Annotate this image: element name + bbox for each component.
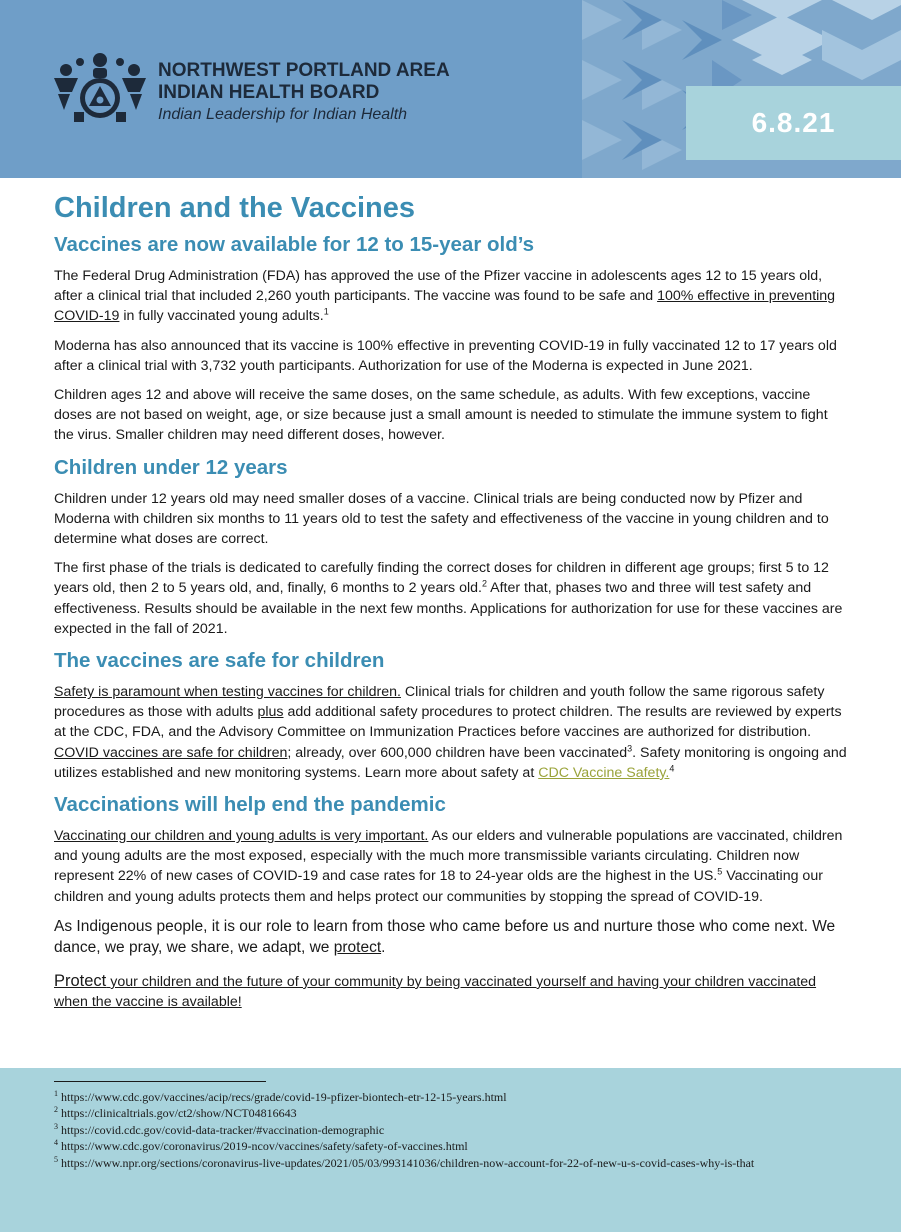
section-heading-availability: Vaccines are now available for 12 to 15-year old’s <box>54 233 535 256</box>
footnote-list <box>54 1089 884 1171</box>
text-span: . Safety monitoring is ongoing and utilizes established and new monitoring systems. Learn more about safety at <box>54 744 847 781</box>
paragraph-doses: Children ages 12 and above will receive the same doses, on the same schedule, as adults. With few exceptions, vaccine doses are not based on weight, age, or size because just a small amount is needed to stimulate the immune system to fight the virus. Smaller children may need different doses, however. <box>54 387 828 444</box>
org-name-line1: NORTHWEST PORTLAND AREA <box>158 60 450 81</box>
footnote-5[interactable] <box>54 1155 884 1171</box>
protect-word: Protect <box>54 971 107 990</box>
paragraph-pfizer-approval <box>54 266 850 327</box>
paragraph-trial-phases <box>54 558 850 639</box>
footnote-ref-5[interactable]: 5 <box>717 866 723 877</box>
footnote-1[interactable] <box>54 1089 884 1105</box>
paragraph-safety <box>54 682 850 783</box>
header-banner <box>0 0 901 178</box>
footnote-ref-2[interactable]: 2 <box>481 578 487 589</box>
footnote-ref-4[interactable]: 4 <box>669 763 675 774</box>
organization-name-block <box>158 60 450 126</box>
footnote-number: 1 <box>54 1089 58 1098</box>
page-title: Children and the Vaccines <box>54 192 415 224</box>
underlined-text: protect <box>333 939 382 957</box>
footnote-ref-1[interactable]: 1 <box>323 306 329 317</box>
footnote-number: 4 <box>54 1138 58 1148</box>
section-heading-end-pandemic: Vaccinations will help end the pandemic <box>54 793 446 817</box>
footnote-url[interactable]: https://covid.cdc.gov/covid-data-tracker/#vaccination-demographic <box>58 1122 385 1137</box>
text-span: in fully vaccinated young adults. <box>119 308 324 325</box>
paragraph-protect-call-to-action <box>54 971 850 1012</box>
footnote-url[interactable]: https://www.cdc.gov/coronavirus/2019-ncov/vaccines/safety/safety-of-vaccines.html <box>58 1139 468 1154</box>
footnote-number: 3 <box>54 1121 58 1131</box>
issue-date: 6.8.21 <box>751 107 836 138</box>
footnotes-panel <box>0 1068 901 1232</box>
org-name-line2: INDIAN HEALTH BOARD <box>158 82 380 103</box>
footnote-url[interactable]: https://www.npr.org/sections/coronavirus-live-updates/2021/05/03/993141036/children-now-account-for-22-of-new-u-s-covid-cases-why-is-that <box>58 1155 755 1170</box>
text-span: After that, phases two and three will test safety and effectiveness. Results should be available in the next few months. Applications for authorization for use for these vaccines are expected in the fall of 2021. <box>54 580 843 637</box>
paragraph-indigenous-role <box>54 916 850 959</box>
footnote-number: 2 <box>54 1105 58 1115</box>
text-span: Vaccinating our children and young adults protects them and helps protect our communities by stopping the spread of COVID-19. <box>54 868 823 905</box>
footnote-number: 5 <box>54 1154 58 1164</box>
text-span: . <box>381 939 386 957</box>
date-box <box>686 86 901 160</box>
section-heading-under-12: Children under 12 years <box>54 455 288 479</box>
footnote-url[interactable]: https://www.cdc.gov/vaccines/acip/recs/grade/covid-19-pfizer-biontech-etr-12-15-years.html <box>58 1090 507 1104</box>
underlined-text: Safety is paramount when testing vaccines for children. <box>54 684 401 701</box>
underlined-text: Vaccinating our children and young adults is very important. <box>54 828 429 845</box>
text-span: Clinical trials for children and youth follow the same rigorous safety procedures as those with adults <box>54 684 825 721</box>
footnote-divider <box>54 1081 266 1082</box>
org-tagline: Indian Leadership for Indian Health <box>158 106 408 123</box>
underlined-text: COVID vaccines are safe for children <box>54 744 288 761</box>
text-span: As our elders and vulnerable populations are vaccinated, children and young adults are the most exposed, especially with the much more transmissible variants circulating. Children now represent 22% of new cases of COVID-19 and case rates for 18 to 24-year olds are the highest in the US. <box>54 828 843 885</box>
text-span: As Indigenous people, it is our role to learn from those who came before us and nurture those who come next. We dance, we pray, we share, we adapt, we <box>54 917 836 957</box>
text-span: ; already, over 600,000 children have been vaccinated <box>287 744 628 761</box>
footnote-url[interactable]: https://clinicaltrials.gov/ct2/show/NCT04816643 <box>58 1106 297 1121</box>
npaihb-logo-icon <box>50 48 150 126</box>
main-content <box>54 190 850 1021</box>
footnote-3[interactable] <box>54 1122 884 1138</box>
text-span: The first phase of the trials is dedicated to carefully finding the correct doses for children in different age groups; first 5 to 12 years old, then 2 to 5 years old, and, finally, 6 months to 2 years old. <box>54 560 829 597</box>
underlined-text: plus <box>257 704 284 721</box>
footnote-4[interactable] <box>54 1138 884 1154</box>
paragraph-smaller-doses: Children under 12 years old may need smaller doses of a vaccine. Clinical trials are being conducted now by Pfizer and Moderna with children six months to 11 years old to test the safety and effectiveness of the vaccine in young children and to determine what doses are correct. <box>54 490 829 548</box>
text-span: your children and the future of your community by being vaccinated yourself and having your children vaccinated when the vaccine is available! <box>54 973 817 1011</box>
footnote-ref-3[interactable]: 3 <box>627 742 633 753</box>
cdc-vaccine-safety-link[interactable]: CDC Vaccine Safety. <box>538 764 670 781</box>
effectiveness-link[interactable]: 100% effective in preventing COVID-19 <box>54 288 836 325</box>
paragraph-moderna: Moderna has also announced that its vaccine is 100% effective in preventing COVID-19 in fully vaccinated 12 to 17 years old after a clinical trial with 3,732 youth participants. Authorization for use of the Moderna is expected in June 2021. <box>54 337 837 374</box>
footnote-2[interactable] <box>54 1105 884 1121</box>
section-heading-safety: The vaccines are safe for children <box>54 649 385 673</box>
paragraph-vaccinating-children <box>54 826 850 907</box>
text-span: The Federal Drug Administration (FDA) has approved the use of the Pfizer vaccine in adolescents ages 12 to 15 years old, after a clinical trial that included 2,260 youth participants. The vaccine was found to be safe and <box>54 268 823 305</box>
text-span: add additional safety procedures to protect children. The results are reviewed by experts at the CDC, FDA, and the Advisory Committee on Immunization Practices before vaccines are authorized for distribution. <box>54 704 842 741</box>
